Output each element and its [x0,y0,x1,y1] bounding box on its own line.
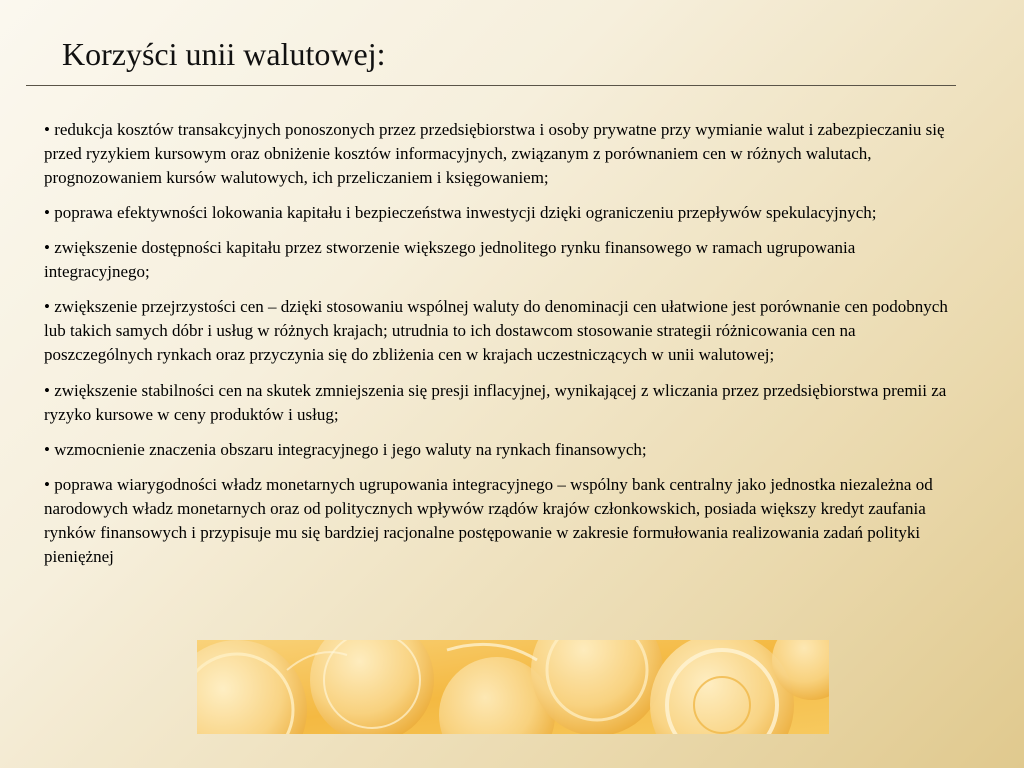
bullet-item: • zwiększenie przejrzystości cen – dzięki stosowaniu wspólnej waluty do denominacji cen ułatwione jest porównanie cen podobnych lub takich samych dóbr i usług w różnych krajach; utrudnia to ich dostawcom stosowanie strategii różnicowania cen na poszczególnych rynkach oraz przyczynia się do zbliżenia cen w krajach uczestniczących w unii walutowej; [44,297,948,364]
title-divider [26,85,956,86]
bullet-list [44,118,959,580]
bullet-item: • poprawa efektywności lokowania kapitału i bezpieczeństwa inwestycji dzięki ograniczeniu przepływów spekulacyjnych; [44,203,877,222]
coins-illustration [197,640,829,734]
bullet-item: • poprawa wiarygodności władz monetarnych ugrupowania integracyjnego – wspólny bank centralny jako jednostka niezależna od narodowych władz monetarnych oraz od politycznych wpływów rządów krajów członkowskich, posiada większy kredyt zaufania rynków finansowych i przypisuje mu się bardziej racjonalne postępowanie w zakresie formułowania realizowania zadań polityki pieniężnej [44,475,933,566]
bullet-item: • redukcja kosztów transakcyjnych ponoszonych przez przedsiębiorstwa i osoby prywatne przy wymianie walut i zabezpieczaniu się przed ryzykiem kursowym oraz obniżenie kosztów informacyjnych, związanym z porównaniem cen w różnych walutach, prognozowaniem kursów walutowych, ich przeliczaniem i księgowaniem; [44,120,945,187]
bullet-item: • zwiększenie stabilności cen na skutek zmniejszenia się presji inflacyjnej, wynikającej z wliczania przez przedsiębiorstwa premii za ryzyko kursowe w ceny produktów i usług; [44,381,947,424]
bullet-item: • wzmocnienie znaczenia obszaru integracyjnego i jego waluty na rynkach finansowych; [44,440,647,459]
slide-title: Korzyści unii walutowej: [62,36,386,72]
euro-coins-image [197,640,829,734]
bullet-item: • zwiększenie dostępności kapitału przez stworzenie większego jednolitego rynku finansowego w ramach ugrupowania integracyjnego; [44,238,856,281]
